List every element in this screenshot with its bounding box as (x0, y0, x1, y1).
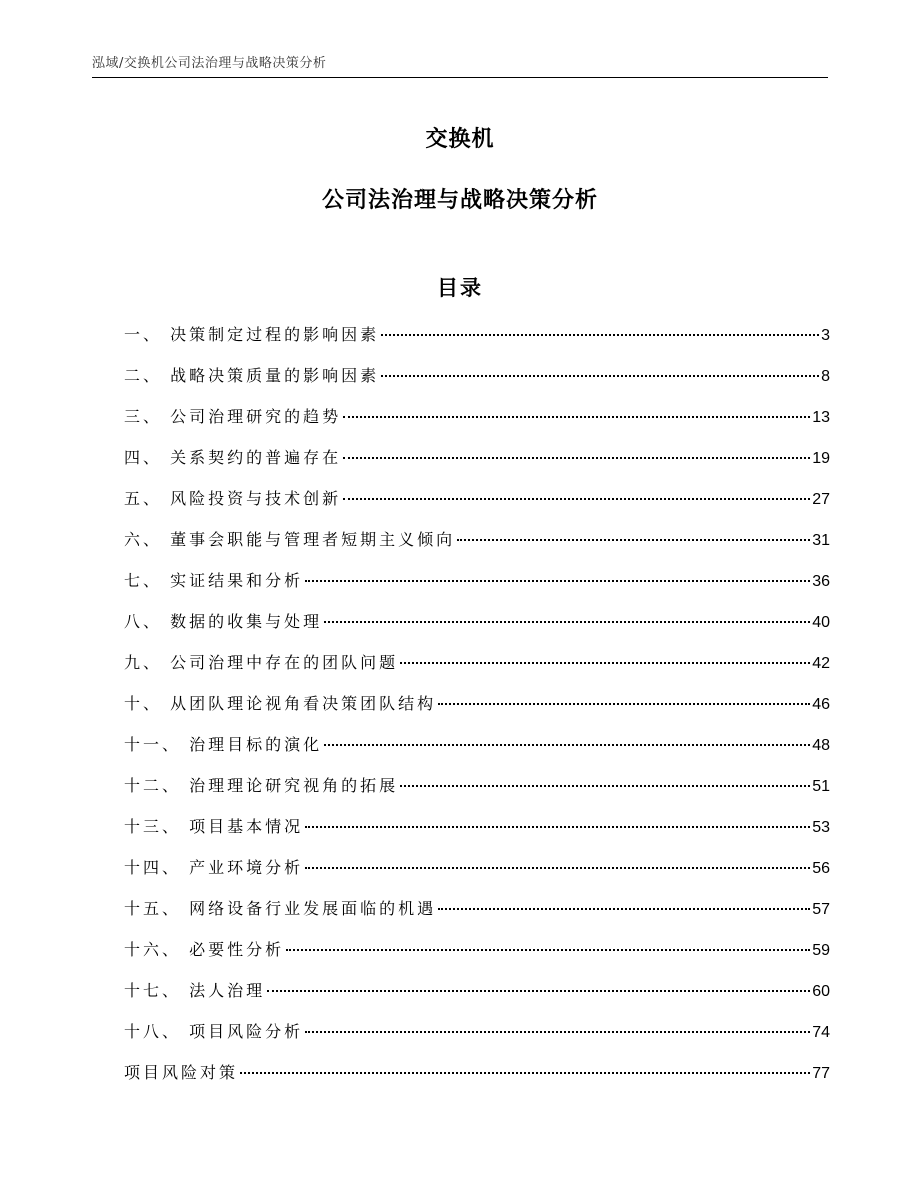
toc-entry-label[interactable]: 十四、 产业环境分析 (124, 858, 304, 877)
toc-entry-label[interactable]: 十一、 治理目标的演化 (124, 735, 323, 754)
toc-entry-page[interactable]: 48 (812, 737, 830, 754)
toc-entry-label[interactable]: 十七、 法人治理 (124, 981, 266, 1000)
toc-entry-label[interactable]: 十、 从团队理论视角看决策团队结构 (124, 694, 437, 713)
toc-dot-leader (343, 416, 810, 418)
running-header: 泓域/交换机公司法治理与战略决策分析 (92, 56, 327, 71)
toc-entry[interactable] (124, 406, 830, 447)
toc-entry[interactable] (124, 570, 830, 611)
toc-entry-label[interactable]: 十八、 项目风险分析 (124, 1022, 304, 1041)
toc-dot-leader (400, 662, 810, 664)
toc-dot-leader (305, 580, 810, 582)
document-subtitle: 公司法治理与战略决策分析 (321, 188, 598, 213)
toc-dot-leader (240, 1072, 810, 1074)
toc-dot-leader (438, 908, 810, 910)
toc-entry[interactable] (124, 980, 830, 1021)
toc-entry-page[interactable]: 53 (812, 819, 830, 836)
toc-dot-leader (381, 334, 819, 336)
toc-heading: 目录 (437, 276, 483, 300)
toc-entry-page[interactable]: 74 (812, 1024, 830, 1041)
toc-entry-page[interactable]: 51 (812, 778, 830, 795)
toc-entry-page[interactable]: 56 (812, 860, 830, 877)
toc-dot-leader (438, 703, 810, 705)
toc-entry-label[interactable]: 六、 董事会职能与管理者短期主义倾向 (124, 530, 456, 549)
toc-dot-leader (305, 826, 810, 828)
toc-entry-page[interactable]: 19 (812, 450, 830, 467)
toc-entry-label[interactable]: 四、 关系契约的普遍存在 (124, 448, 342, 467)
toc-entry-page[interactable]: 31 (812, 532, 830, 549)
toc-entry-page[interactable]: 60 (812, 983, 830, 1000)
toc-entry-label[interactable]: 一、 决策制定过程的影响因素 (124, 325, 380, 344)
toc-dot-leader (457, 539, 810, 541)
toc-entry-page[interactable]: 40 (812, 614, 830, 631)
table-of-contents (124, 324, 830, 1103)
toc-entry[interactable] (124, 1021, 830, 1062)
toc-entry[interactable] (124, 447, 830, 488)
toc-entry-label[interactable]: 十六、 必要性分析 (124, 940, 285, 959)
toc-entry-label[interactable]: 二、 战略决策质量的影响因素 (124, 366, 380, 385)
toc-entry[interactable] (124, 816, 830, 857)
toc-entry[interactable] (124, 324, 830, 365)
toc-entry-label[interactable]: 十二、 治理理论研究视角的拓展 (124, 776, 399, 795)
toc-entry[interactable] (124, 1062, 830, 1103)
toc-entry-page[interactable]: 77 (812, 1065, 830, 1082)
toc-entry-page[interactable]: 8 (821, 368, 830, 385)
header-rule (92, 77, 828, 78)
document-title: 交换机 (425, 127, 495, 152)
toc-dot-leader (381, 375, 819, 377)
toc-dot-leader (305, 867, 810, 869)
toc-dot-leader (286, 949, 810, 951)
toc-entry-label[interactable]: 十五、 网络设备行业发展面临的机遇 (124, 899, 437, 918)
toc-entry[interactable] (124, 529, 830, 570)
toc-entry[interactable] (124, 857, 830, 898)
toc-entry-page[interactable]: 46 (812, 696, 830, 713)
toc-entry-label[interactable]: 七、 实证结果和分析 (124, 571, 304, 590)
toc-entry-label[interactable]: 五、 风险投资与技术创新 (124, 489, 342, 508)
toc-entry[interactable] (124, 775, 830, 816)
toc-entry-page[interactable]: 13 (812, 409, 830, 426)
toc-entry[interactable] (124, 693, 830, 734)
toc-entry[interactable] (124, 611, 830, 652)
toc-entry[interactable] (124, 734, 830, 775)
toc-entry-label[interactable]: 十三、 项目基本情况 (124, 817, 304, 836)
toc-dot-leader (343, 457, 810, 459)
toc-entry-page[interactable]: 3 (821, 327, 830, 344)
toc-entry[interactable] (124, 939, 830, 980)
toc-entry-page[interactable]: 42 (812, 655, 830, 672)
toc-entry-label[interactable]: 项目风险对策 (124, 1063, 239, 1082)
toc-dot-leader (267, 990, 810, 992)
toc-dot-leader (400, 785, 810, 787)
toc-entry-label[interactable]: 八、 数据的收集与处理 (124, 612, 323, 631)
toc-entry[interactable] (124, 365, 830, 406)
toc-entry-page[interactable]: 27 (812, 491, 830, 508)
toc-entry-page[interactable]: 36 (812, 573, 830, 590)
toc-entry[interactable] (124, 652, 830, 693)
toc-entry-page[interactable]: 59 (812, 942, 830, 959)
toc-entry-label[interactable]: 三、 公司治理研究的趋势 (124, 407, 342, 426)
toc-dot-leader (343, 498, 810, 500)
toc-entry[interactable] (124, 488, 830, 529)
toc-entry[interactable] (124, 898, 830, 939)
toc-entry-page[interactable]: 57 (812, 901, 830, 918)
toc-dot-leader (324, 744, 810, 746)
toc-entry-label[interactable]: 九、 公司治理中存在的团队问题 (124, 653, 399, 672)
toc-dot-leader (305, 1031, 810, 1033)
toc-dot-leader (324, 621, 810, 623)
